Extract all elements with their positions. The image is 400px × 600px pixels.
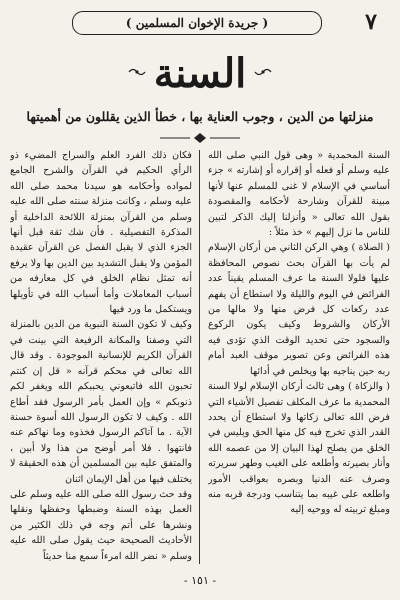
paragraph: وكيف لا تكون السنة النبوية من الدين بالمنزلة التي وصفنا والمكانة الرفيعة التي بينت في القرآن الكريم للإنسانية الموجودة . وقد قال الله تعالى في محكم قرآنه « قل إن كنتم تحبون الله فاتبعوني يحببكم الله ويغفر لكم ذنوبكم » وإن العمل بأمر الرسول فقد أطاع الله . وكيف لا تكون الرسول الله أسوة حسنة الآية . ما آتاكم الرسول فخذوه وما نهاكم عنه فانتهوا . فلا أمر أوضح من هذا ولا أبين ، والمتفق عليه بين المسلمين أن هذه الحقيقة لا يختلف فيها من أهل الإيمان اثنان [10, 319, 192, 485]
paragraph: ( والزكاة ) وهى ثالث أركان الإسلام لولا السنة المحمدية ما عرف المكلف تفصيل الأشياء التي فرض الله تعالى زكاتها ولا استطاع أن يحدد القدر الذي تخرج فيه كل منها الحق ويليس في الخلق من يصلح لهذا البيان إلا من عصمه الله وأنار بصيرته وأطلعه على الغيب وطهر سريرته وصرف عنه الدنيا وبصره بعواقب الأمور واطلعه على غيبه بما يتناسب ودرجة قربه منه ومبلغ تربيته له ووحيه إليه [208, 381, 390, 516]
magazine-page [10, 8, 390, 592]
article-title: السنة [153, 50, 247, 97]
page-number: ٧ [365, 9, 377, 35]
article-subtitle: منزلتها من الدين ، وجوب العناية بها ، خطأ الذين يقللون من أهميتها [26, 109, 374, 124]
paragraph: ( الصلاة ) وهي الركن الثاني من أركان الإسلام لم يأت بها القرآن بحث نصوص المحافظة عليها فلولا السنة ما عرف المسلم يقيناً عدد الفرائض في اليوم والليلة ولا استطاع أن يفهم عدد ركعات كل فرض منها ولا مالها من الأركان والشروط وكيف يكون الركوع والسجود حتى تحديد الوقت الذي تؤدى فيه هذه الفرائض وعن تصوير موقف العبد أمام ربه حين يناجيه بها ويخلص في أدائها [208, 242, 390, 377]
text-column-left [10, 148, 192, 568]
magazine-title: ( جريدة الإخوان المسلمين ) [72, 11, 322, 35]
paragraph: فكان ذلك الفرد العلم والسراج المضيء ذو الرأي الحكيم في القرآن والشرح الجامع لمواده وأحكامه هو سيدنا محمد صلى الله عليه وسلم ، وكانت منزلة سنته صلى الله عليه وسلم من القرآن بمنزلة اللائحة الداخلية أو المذكرة التفصيلية . فأن شك ثقة قبل أنها الجزء الذي لا يقبل الفصل عن القرآن عقيدة المؤمن ولا يقبل التشديد بين الدين بها ولا يرفع أنه تمثل نظام الخلق في كل معارفه من أسباب المعاملات وأما أسباب الله في تأويلها ويستكمل ما ورد فيها [10, 150, 192, 316]
paragraph: وقد حث رسول الله صلى الله عليه وسلم على العمل بهذه السنة وضبطها وحفظها ونقلها ونشرها على أتم وجه في ذلك الكثير من الأحاديث الصحيحة حيث يقول صلى الله عليه وسلم « نضر الله امرءاً سمع منا حديثاً [10, 488, 192, 562]
column-divider [199, 150, 200, 564]
page-header [10, 8, 390, 38]
ornament-icon [254, 66, 272, 78]
section-divider [160, 132, 240, 144]
text-column-right [208, 148, 390, 568]
paragraph: السنة المحمدية « وهى قول النبي صلى الله عليه وسلم أو فعله أو إقراره أو إشارته » جزء أساسي في الإسلام لا غنى للمسلم عنها لأنها مبينة للقرآن وشارحة لأحكامه والمقصودة بقول الله تعالى « وأنزلنا إليك الذكر لتبين للناس ما نزل إليهم » خذ مثلاً : [208, 150, 390, 239]
page-footer-number: - ١٥١ - [183, 574, 217, 587]
article-title-area [10, 44, 390, 104]
article-body [10, 148, 390, 568]
